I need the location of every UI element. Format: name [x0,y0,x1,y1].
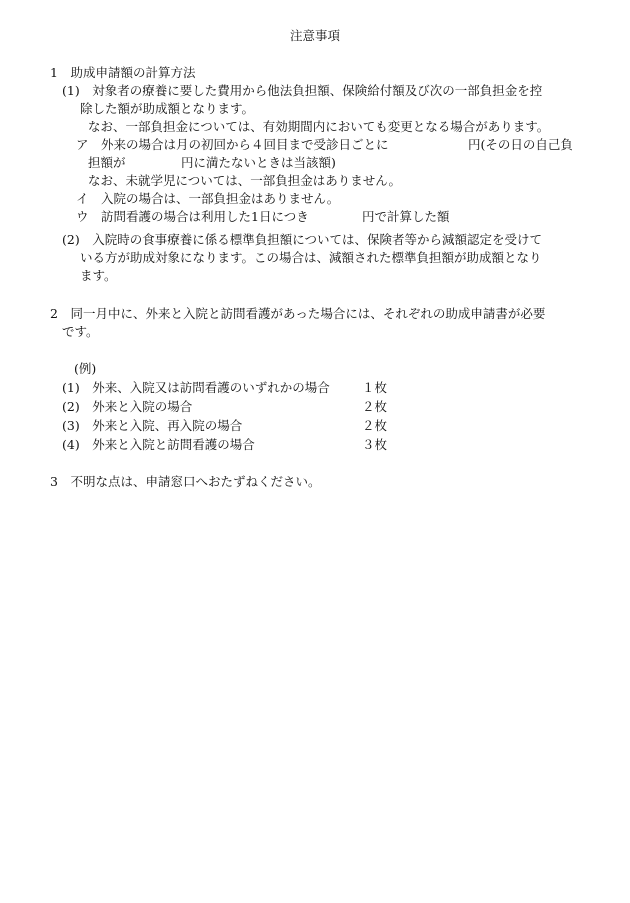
example-label: (例) [74,361,97,376]
example-item-count: １枚 [362,380,388,395]
section1-item1-i-line: イ 入院の場合は、一部負担金はありません。 [76,191,340,206]
section1-item1-a-note: なお、未就学児については、一部負担金はありません。 [88,173,402,188]
example-item-label: (3) 外来と入院、再入院の場合 [62,418,243,433]
section1-item1-a-line1: ア 外来の場合は月の初回から４回目まで受診日ごとに [76,137,389,152]
example-item-label: (1) 外来、入院又は訪問看護のいずれかの場合 [62,380,330,395]
section1-item1-a-line2: 担額が [88,155,126,170]
section3-line: 3 不明な点は、申請窓口へおたずねください。 [50,474,321,489]
section1-item1-u-line: ウ 訪問看護の場合は利用した1日につき [76,209,309,224]
section2-line2: です。 [62,324,99,339]
section1-item1-a-line2-tail: 円に満たないときは当該額) [181,155,336,170]
example-item-count: ３枚 [362,437,388,452]
section1-item1-note: なお、一部負担金については、有効期間内においても変更となる場合があります。 [88,119,550,134]
section1-item1-a-line1-tail: 円(その日の自己負 [468,137,573,152]
section1-item1-line1: (1) 対象者の療養に要した費用から他法負担額、保険給付額及び次の一部負担金を控 [62,83,543,98]
example-item-label: (2) 外来と入院の場合 [62,399,193,414]
section1-item2-line2: いる方が助成対象になります。この場合は、減額された標準負担額が助成額となり [80,250,542,265]
example-item-label: (4) 外来と入院と訪問看護の場合 [62,437,255,452]
example-item-count: ２枚 [362,418,388,433]
section2-line1: 2 同一月中に、外来と入院と訪問看護があった場合には、それぞれの助成申請書が必要 [50,306,546,321]
page-title: 注意事項 [289,28,340,43]
section1-heading: 1 助成申請額の計算方法 [50,65,196,80]
section1-item2-line1: (2) 入院時の食事療養に係る標準負担額については、保険者等から減額認定を受けて [62,232,542,247]
section1-item1-u-line-tail: 円で計算した額 [362,209,450,224]
example-item-count: ２枚 [362,399,388,414]
section1-item2-line3: ます。 [80,268,117,283]
section1-item1-line2: 除した額が助成額となります。 [80,101,255,116]
